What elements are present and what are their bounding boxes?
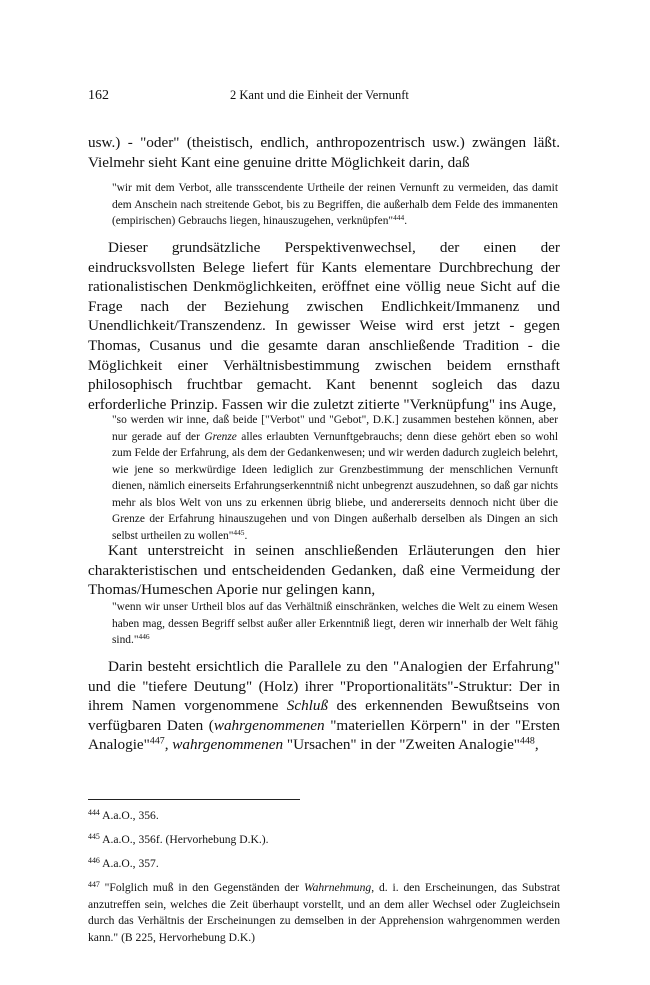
footnote-444 — [88, 808, 560, 825]
page-header — [88, 88, 563, 108]
footnote-ref-446: 446 — [138, 631, 150, 641]
paragraph-4-text-d: , — [164, 736, 173, 754]
paragraph-3: Kant unterstreicht in seinen anschließenden Erläuterungen den hier charakteristischen und entscheidenden Gedanken, daß eine Vermeidung der Thomas/Humeschen Aporie nur gelingen kann, — [88, 542, 560, 599]
paragraph-2: Dieser grundsätzliche Perspektivenwechsel, der einen der eindrucksvollsten Belege liefert für Kants elementare Durchbrechung der rationalistischen Denkmöglichkeiten, eröffnet eine völlig neue Sicht auf die Frage nach der Beziehung zwischen Endlichkeit/Immanenz und Unendlichkeit/Transzendenz. In gewisser Weise wird erst jetzt - gegen Thomas, Cusanus und die gesamte daran anschließende Tradition - die Möglichkeit einer Verhältnisbestimmung zwischen beidem ernsthaft philosophisch fruchtbar gemacht. Kant benennt sogleich das dazu erforderliche Prinzip. Fassen wir die zuletzt zitierte "Verknüpfung" ins Auge, — [88, 239, 560, 413]
footnote-ref-448: 448 — [520, 735, 535, 747]
paragraph-4-text-f: , — [534, 736, 539, 754]
quote-3-text: "wenn wir unser Urtheil blos auf das Verhältniß einschränken, welches die Welt zu einem Wesen haben mag, dessen Begriff selbst außer aller Erkenntniß liegt, deren wir innerhalb der Welt fähig sind." — [112, 601, 558, 646]
footnote-number: 444 — [88, 808, 100, 818]
paragraph-4-text-c: "materiellen Körpern" in der "Ersten Analogie" — [88, 716, 560, 754]
footnote-number: 445 — [88, 832, 100, 842]
paragraph-4-text-a: Darin besteht ersichtlich die Parallele zu den "Analogien der Erfahrung" und die "tiefere Deutung" (Holz) ihrer "Proportionalitäts"-Struktur: Der in ihrem Namen vorgenommene — [88, 658, 560, 715]
paragraph-4-emphasis-1: Schluß — [286, 697, 329, 715]
running-head: 2 Kant und die Einheit der Vernunft — [230, 88, 409, 102]
footnote-text: A.a.O., 356f. (Hervorhebung D.K.). — [102, 833, 269, 846]
footnote-445 — [88, 832, 560, 849]
paragraph-1: usw.) - "oder" (theistisch, endlich, anthropozentrisch usw.) zwängen läßt. Vielmehr sieht Kant eine genuine dritte Möglichkeit darin, daß — [88, 134, 560, 171]
page-number: 162 — [88, 88, 109, 103]
footnote-number: 447 — [88, 880, 100, 890]
footnote-text-a: "Folglich muß in den Gegenständen der — [104, 881, 304, 894]
footnote-text-b: , d. i. den Erscheinungen, das Substrat anzutreffen sein, welches die Zeit überhaupt vorstellt, und an dem aller Wechsel oder Zugleichsein durch das Verhältnis der Erscheinungen zu demselben in der Apprehension wahrgenommen werden kann." (B 225, Hervorhebung D.K.) — [88, 881, 561, 944]
footnote-text: A.a.O., 357. — [102, 857, 159, 870]
footnote-text: A.a.O., 356. — [102, 809, 159, 822]
paragraph-4-text-b: des erkennenden Bewußtseins von verfügbaren Daten ( — [88, 697, 561, 734]
quote-2-emphasis: Grenze — [204, 430, 237, 443]
footnote-ref-445: 445 — [233, 527, 245, 537]
quote-2-text-a: "so werden wir inne, daß beide ["Verbot" und "Gebot", D.K.] zusammen bestehen können, aber nur gerade auf der — [112, 414, 558, 443]
footnote-446 — [88, 856, 560, 873]
paragraph-4 — [88, 657, 560, 755]
footnote-number: 446 — [88, 856, 100, 866]
footnote-separator — [88, 799, 300, 800]
footnote-ref-447: 447 — [149, 735, 165, 747]
paragraph-4-text-e: "Ursachen" in der "Zweiten Analogie" — [283, 736, 521, 754]
footnote-emphasis: Wahrnehmung — [304, 881, 372, 894]
footnote-447 — [88, 880, 560, 946]
paragraph-4-emphasis-2: wahrgenommenen — [213, 716, 325, 734]
footnote-ref-444: 444 — [393, 212, 405, 222]
quote-1-text: "wir mit dem Verbot, alle transscendente Urtheile der reinen Vernunft zu vermeiden, das damit dem Anschein nach streitende Gebot, bis zu Begriffen, die außerhalb dem Felde des immanenten (empirischen) Gebrauchs liegen, hinauszugehen, verknüpfen" — [112, 182, 558, 227]
quote-2-text-b: alles erlaubten Vernunftgebrauchs; denn diese gehört eben so wohl zum Felde der Erfahrung, als dem der Gedankenwesen; und wir werden dadurch zugleich belehrt, wie jene so merkwürdige Ideen lediglich zur Grenzbestimmung der menschlichen Vernunft dienen, nämlich einerseits Erfahrungserkenntniß nicht unbegrenzt auszudehnen, so daß gar nichts mehr als blos Welt von uns zu erkennen übrig bliebe, und andererseits dennoch nicht über die Grenze der Erfahrung hinauszugehen und von Dingen außerhalb derselben als Dingen an sich selbst urtheilen zu wollen" — [112, 430, 558, 542]
block-quote-1: "wir mit dem Verbot, alle transscendente Urtheile der reinen Vernunft zu vermeiden, das damit dem Anschein nach streitende Gebot, bis zu Begriffen, die außerhalb dem Felde des immanenten (empirischen) Gebrauchs liegen, hinauszugehen, verknüpfen"$^{444}$. — [112, 182, 558, 227]
block-quote-2: "so werden wir inne, daß beide ["Verbot" und "Gebot", D.K.] zusammen bestehen können, aber nur gerade auf der Grenze alles erlaubten Vernunftgebrauchs; denn diese gehört eben so wohl zum Felde der Erfahrung, als dem der Gedankenwesen; und wir werden dadurch zugleich belehrt, wie jene so merkwürdige Ideen lediglich zur Grenzbestimmung der menschlichen Vernunft dienen, nämlich einerseits Erfahrungserkenntniß nicht unbegrenzt auszudehnen, so daß gar nichts mehr als blos Welt von uns zu erkennen übrig bliebe, und andererseits dennoch nicht über die Grenze der Erfahrung hinauszugehen und von Dingen außerhalb derselben als Dingen an sich selbst urtheilen zu wollen"$^{445}$. — [112, 414, 558, 542]
block-quote-3 — [112, 599, 558, 649]
paragraph-4-emphasis-3: wahrgenommenen — [172, 736, 284, 754]
